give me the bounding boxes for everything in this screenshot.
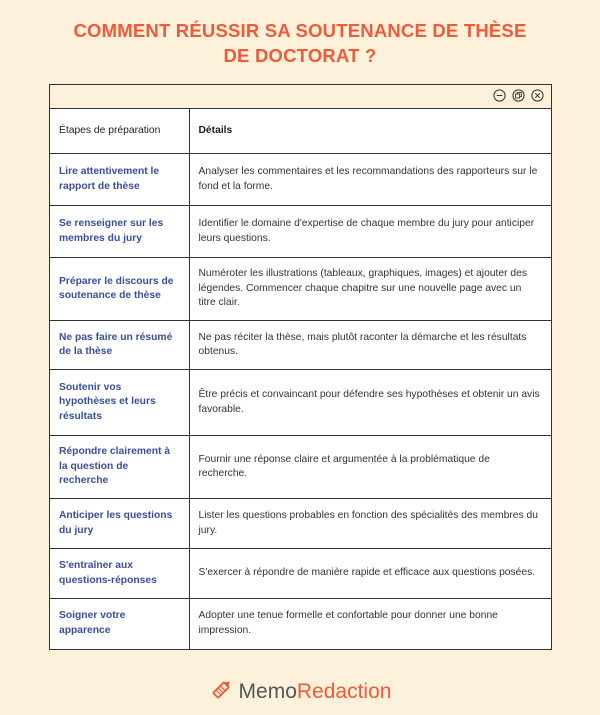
step-cell: Ne pas faire un résumé de la thèse [50,321,189,370]
logo-text-redaction: Redaction [296,680,392,703]
table-row [50,370,551,436]
step-cell: Se renseigner sur les membres du jury [50,206,189,258]
column-header-steps: Étapes de préparation [50,109,189,154]
table-row [50,321,551,370]
close-icon[interactable] [530,88,545,103]
window-titlebar [50,85,551,109]
pencil-icon [209,676,235,708]
details-cell: Être précis et convaincant pour défendre ses hypothèses et obtenir un avis favorable. [189,370,551,436]
preparation-table [50,109,551,649]
memoredaction-logo [0,676,600,708]
table-header-row [50,109,551,154]
table-row [50,436,551,499]
table-row [50,154,551,206]
details-cell: Identifier le domaine d'expertise de chaque membre du jury pour anticiper leurs questions. [189,206,551,258]
step-cell: Soutenir vos hypothèses et leurs résultats [50,370,189,436]
details-cell: Analyser les commentaires et les recommandations des rapporteurs sur le fond et la forme. [189,154,551,206]
table-row [50,499,551,549]
table-row [50,599,551,649]
details-cell: S'exercer à répondre de manière rapide et efficace aux questions posées. [189,549,551,599]
details-cell: Ne pas réciter la thèse, mais plutôt raconter la démarche et les résultats obtenus. [189,321,551,370]
details-cell: Adopter une tenue formelle et confortable pour donner une bonne impression. [198,610,498,636]
table-window [49,84,552,650]
restore-icon[interactable] [511,88,526,103]
details-cell: Numéroter les illustrations (tableaux, graphiques, images) et ajouter des légendes. Commencer chaque chapitre sur une nouvelle page avec un titre clair. [189,258,551,321]
step-cell: S'entraîner aux questions-réponses [50,549,189,599]
minimize-icon[interactable] [492,88,507,103]
details-cell: Fournir une réponse claire et argumentée à la problématique de recherche. [189,436,551,499]
step-cell: Répondre clairement à la question de recherche [50,436,189,499]
details-cell: Lister les questions probables en fonction des spécialités des membres du jury. [189,499,551,549]
page-title [0,18,600,68]
step-cell: Préparer le discours de soutenance de thèse [50,258,189,321]
table-row [50,206,551,258]
logo-text-memo: Memo [238,680,297,703]
table-row [50,258,551,321]
column-header-details: Détails [189,109,551,154]
table-row [50,549,551,599]
title-line-2: DE DOCTORAT ? [223,45,377,66]
window-controls [492,88,545,103]
title-line-1: COMMENT RÉUSSIR SA SOUTENANCE DE THÈSE [73,20,527,41]
step-cell: Soigner votre apparence [50,599,189,649]
step-cell: Lire attentivement le rapport de thèse [50,154,189,206]
step-cell: Anticiper les questions du jury [50,499,189,549]
